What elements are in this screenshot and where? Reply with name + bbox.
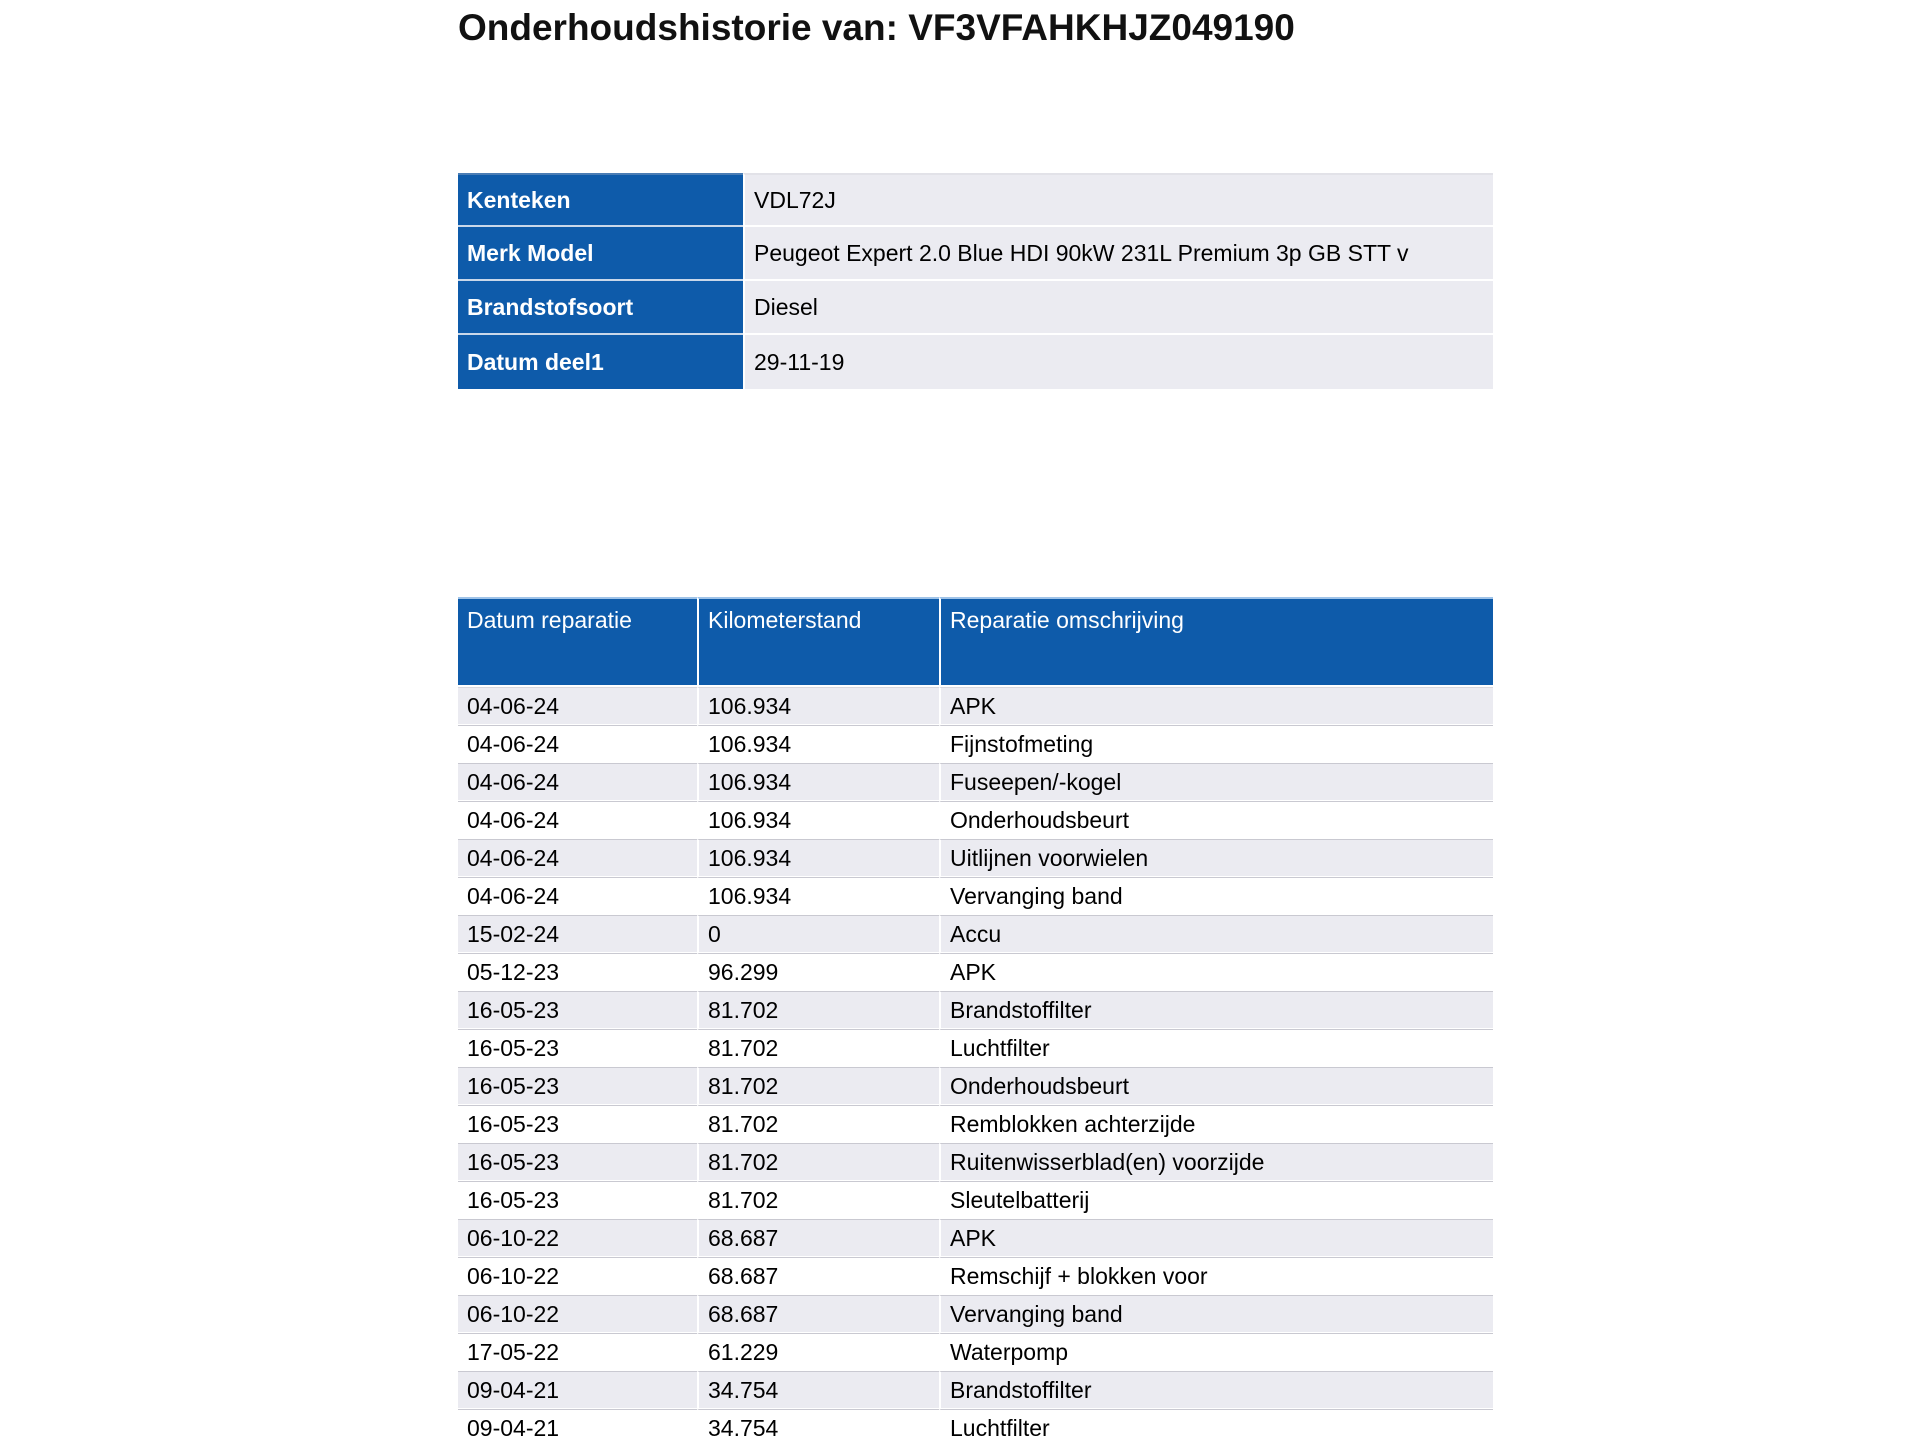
repair-description-cell: Remblokken achterzijde	[939, 1105, 1493, 1143]
table-row	[458, 839, 1493, 877]
repair-date-cell: 16-05-23	[458, 1143, 697, 1181]
repair-description-cell: Onderhoudsbeurt	[939, 1067, 1493, 1105]
repair-date-cell: 15-02-24	[458, 915, 697, 953]
repair-description-cell: Onderhoudsbeurt	[939, 801, 1493, 839]
odometer-cell: 81.702	[697, 1067, 939, 1105]
odometer-cell: 68.687	[697, 1219, 939, 1257]
table-row	[458, 687, 1493, 725]
vehicle-info-label: Kenteken	[458, 173, 743, 227]
vehicle-info-label: Datum deel1	[458, 335, 743, 389]
repair-description-cell: Accu	[939, 915, 1493, 953]
vehicle-info-label: Brandstofsoort	[458, 281, 743, 335]
odometer-cell: 61.229	[697, 1333, 939, 1371]
odometer-cell: 68.687	[697, 1295, 939, 1333]
repair-date-cell: 09-04-21	[458, 1409, 697, 1440]
table-row	[458, 725, 1493, 763]
vehicle-info-value: Diesel	[743, 281, 1493, 335]
repair-description-cell: Vervanging band	[939, 877, 1493, 915]
odometer-cell: 34.754	[697, 1409, 939, 1440]
table-row	[458, 1257, 1493, 1295]
repair-date-cell: 06-10-22	[458, 1219, 697, 1257]
odometer-cell: 34.754	[697, 1371, 939, 1409]
table-row	[458, 1029, 1493, 1067]
table-row	[458, 227, 1493, 281]
repair-description-cell: APK	[939, 953, 1493, 991]
table-row	[458, 1371, 1493, 1409]
table-row	[458, 1409, 1493, 1440]
repair-date-cell: 17-05-22	[458, 1333, 697, 1371]
repair-description-cell: Brandstoffilter	[939, 1371, 1493, 1409]
repair-description-cell: Vervanging band	[939, 1295, 1493, 1333]
repair-description-cell: APK	[939, 687, 1493, 725]
maintenance-history-body	[458, 687, 1493, 1440]
odometer-cell: 81.702	[697, 1105, 939, 1143]
repair-date-cell: 04-06-24	[458, 877, 697, 915]
repair-description-cell: Waterpomp	[939, 1333, 1493, 1371]
table-row	[458, 1219, 1493, 1257]
table-row	[458, 1181, 1493, 1219]
odometer-cell: 106.934	[697, 763, 939, 801]
table-row	[458, 335, 1493, 389]
table-row	[458, 1105, 1493, 1143]
repair-date-cell: 16-05-23	[458, 991, 697, 1029]
odometer-cell: 68.687	[697, 1257, 939, 1295]
repair-date-cell: 16-05-23	[458, 1105, 697, 1143]
odometer-cell: 106.934	[697, 877, 939, 915]
vehicle-info-value: VDL72J	[743, 173, 1493, 227]
table-row	[458, 991, 1493, 1029]
repair-date-cell: 06-10-22	[458, 1295, 697, 1333]
table-row	[458, 915, 1493, 953]
odometer-cell: 106.934	[697, 725, 939, 763]
maintenance-history-table	[458, 597, 1493, 1440]
repair-date-cell: 09-04-21	[458, 1371, 697, 1409]
repair-description-cell: Luchtfilter	[939, 1409, 1493, 1440]
odometer-cell: 96.299	[697, 953, 939, 991]
repair-date-cell: 05-12-23	[458, 953, 697, 991]
table-row	[458, 1067, 1493, 1105]
vehicle-info-value: Peugeot Expert 2.0 Blue HDI 90kW 231L Premium 3p GB STT v	[743, 227, 1493, 281]
maintenance-history-header	[458, 597, 1493, 687]
repair-date-cell: 04-06-24	[458, 763, 697, 801]
odometer-cell: 81.702	[697, 1029, 939, 1067]
table-row	[458, 173, 1493, 227]
repair-description-cell: Luchtfilter	[939, 1029, 1493, 1067]
repair-description-cell: Fuseepen/-kogel	[939, 763, 1493, 801]
odometer-cell: 81.702	[697, 1143, 939, 1181]
column-header-datum-reparatie: Datum reparatie	[458, 597, 697, 687]
repair-date-cell: 04-06-24	[458, 687, 697, 725]
page-title: Onderhoudshistorie van: VF3VFAHKHJZ049190	[458, 7, 1295, 48]
odometer-cell: 106.934	[697, 801, 939, 839]
table-row	[458, 1143, 1493, 1181]
repair-date-cell: 04-06-24	[458, 725, 697, 763]
vehicle-info-table	[458, 173, 1493, 389]
odometer-cell: 0	[697, 915, 939, 953]
repair-date-cell: 16-05-23	[458, 1181, 697, 1219]
vehicle-info-body	[458, 173, 1493, 389]
vehicle-info-value: 29-11-19	[743, 335, 1493, 389]
header-row	[458, 597, 1493, 687]
repair-date-cell: 04-06-24	[458, 801, 697, 839]
odometer-cell: 106.934	[697, 687, 939, 725]
vehicle-info-label: Merk Model	[458, 227, 743, 281]
odometer-cell: 81.702	[697, 1181, 939, 1219]
repair-date-cell: 04-06-24	[458, 839, 697, 877]
odometer-cell: 81.702	[697, 991, 939, 1029]
column-header-reparatie-omschrijving: Reparatie omschrijving	[939, 597, 1493, 687]
table-row	[458, 801, 1493, 839]
table-row	[458, 281, 1493, 335]
repair-description-cell: Sleutelbatterij	[939, 1181, 1493, 1219]
column-header-kilometerstand: Kilometerstand	[697, 597, 939, 687]
repair-description-cell: Ruitenwisserblad(en) voorzijde	[939, 1143, 1493, 1181]
table-row	[458, 953, 1493, 991]
repair-description-cell: Remschijf + blokken voor	[939, 1257, 1493, 1295]
repair-date-cell: 06-10-22	[458, 1257, 697, 1295]
table-row	[458, 877, 1493, 915]
repair-description-cell: APK	[939, 1219, 1493, 1257]
repair-date-cell: 16-05-23	[458, 1029, 697, 1067]
odometer-cell: 106.934	[697, 839, 939, 877]
repair-description-cell: Fijnstofmeting	[939, 725, 1493, 763]
repair-description-cell: Brandstoffilter	[939, 991, 1493, 1029]
table-row	[458, 1295, 1493, 1333]
repair-description-cell: Uitlijnen voorwielen	[939, 839, 1493, 877]
table-row	[458, 763, 1493, 801]
table-row	[458, 1333, 1493, 1371]
repair-date-cell: 16-05-23	[458, 1067, 697, 1105]
